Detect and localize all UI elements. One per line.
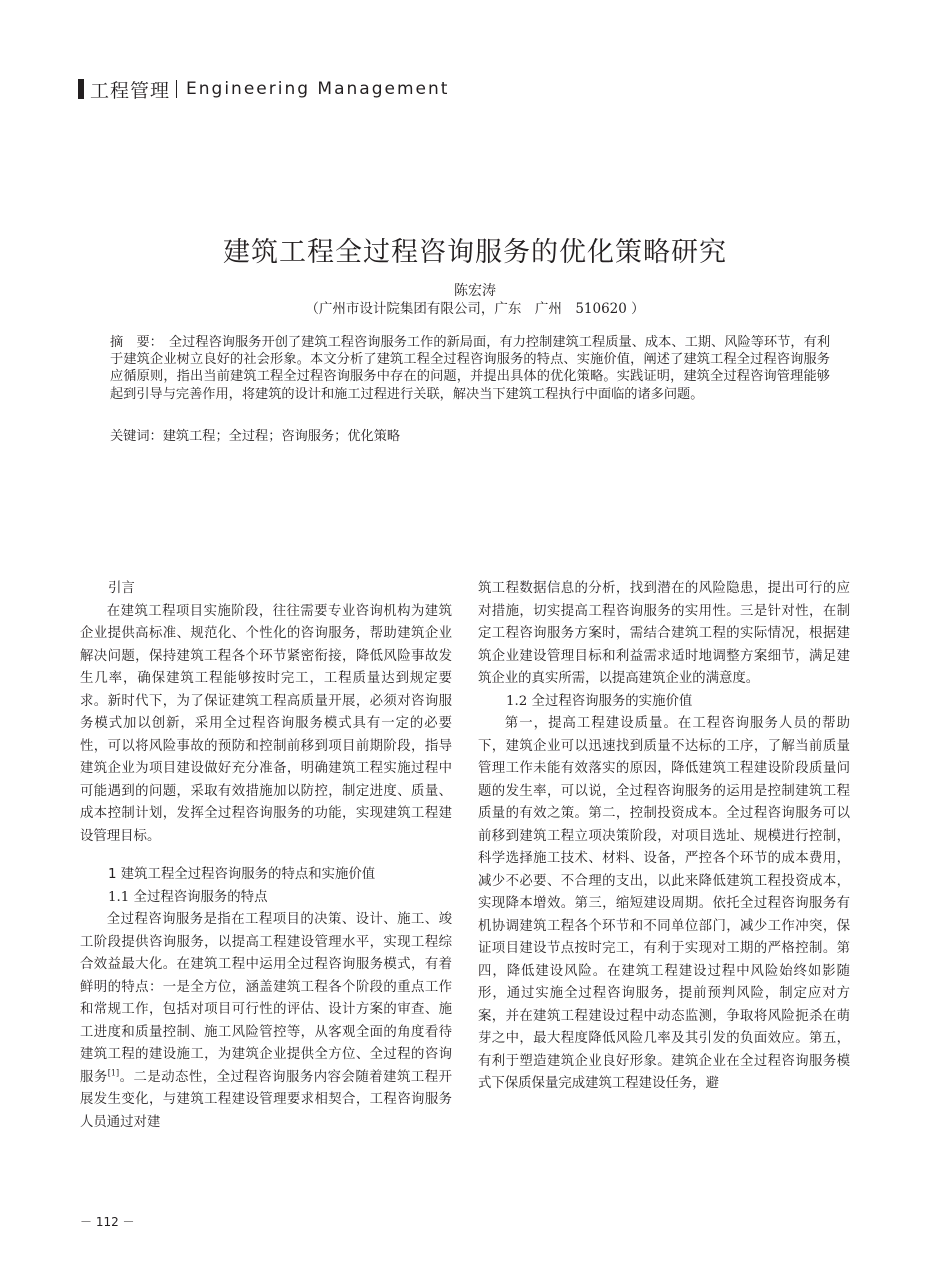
page-number: － 112 －	[80, 1215, 135, 1229]
section-1-2-heading: 1.2 全过程咨询服务的实施价值	[506, 693, 693, 709]
header-divider	[176, 80, 177, 98]
keywords	[110, 428, 830, 445]
author-affiliation: （广州市设计院集团有限公司，广东 广州 510620 ）	[305, 301, 645, 317]
section-name-zh: 工程管理	[90, 79, 171, 102]
keywords-label: 关键词：	[110, 429, 163, 444]
section-1-1-text-b: 。二是动态性，全过程咨询服务内容会随着建筑工程开展发生变化，与建筑工程建设管理要求相契合，工程咨询服务人员通过对建	[80, 1069, 453, 1130]
section-header	[78, 76, 449, 102]
section-1-1-continuation: 筑工程数据信息的分析，找到潜在的风险隐患，提出可行的应对措施，切实提高工程咨询服务的实用性。三是针对性，在制定工程咨询服务方案时，需结合建筑工程的实际情况，根据建筑企业建设管理目标和利益需求适时地调整方案细节，满足建筑企业的真实所需，以提高建筑企业的满意度。	[478, 581, 850, 686]
body-column-right	[478, 578, 850, 1096]
abstract	[110, 334, 830, 403]
author-name: 陈宏涛	[454, 283, 496, 299]
abstract-label: 摘 要：	[110, 335, 163, 350]
section-1-2-paragraph: 第一，提高工程建设质量。在工程咨询服务人员的帮助下，建筑企业可以迅速找到质量不达标的工序，了解当前质量管理工作未能有效落实的原因，降低建筑工程建设阶段质量问题的发生率，可以说，全过程咨询服务的运用是控制建筑工程质量的有效之策。第二，控制投资成本。全过程咨询服务可以前移到建筑工程立项决策阶段，对项目选址、规模进行控制，科学选择施工技术、材料、设备，严控各个环节的成本费用，减少不必要、不合理的支出，以此来降低建筑工程投资成本，实现降本增效。第三，缩短建设周期。依托全过程咨询服务有机协调建筑工程各个环节和不同单位部门，减少工作冲突，保证项目建设节点按时完工，有利于实现对工期的严格控制。第四，降低建设风险。在建筑工程建设过程中风险始终如影随形，通过实施全过程咨询服务，提前预判风险，制定应对方案，并在建筑工程建设过程中动态监测，争取将风险扼杀在萌芽之中，最大程度降低风险几率及其引发的负面效应。第五，有利于塑造建筑企业良好形象。建筑企业在全过程咨询服务模式下保质保量完成建筑工程建设任务，避	[478, 716, 850, 1091]
section-name-en: Engineering Management	[186, 79, 450, 99]
section-1-1-heading: 1.1 全过程咨询服务的特点	[108, 889, 268, 905]
header-marker-bar	[78, 79, 84, 99]
section-1-heading: 1 建筑工程全过程咨询服务的特点和实施价值	[108, 867, 376, 882]
intro-heading: 引言	[108, 581, 135, 596]
citation-ref[interactable]: [1]	[107, 1068, 120, 1078]
abstract-text: 全过程咨询服务开创了建筑工程咨询服务工作的新局面，有力控制建筑工程质量、成本、工期、风险等环节，有利于建筑企业树立良好的社会形象。本文分析了建筑工程全过程咨询服务的特点、实施价值，阐述了建筑工程全过程咨询服务应循原则，指出当前建筑工程全过程咨询服务中存在的问题，并提出具体的优化策略。实践证明，建筑全过程咨询管理能够起到引导与完善作用，将建筑的设计和施工过程进行关联，解决当下建筑工程执行中面临的诸多问题。	[110, 335, 831, 402]
body-column-left	[80, 578, 452, 1134]
intro-paragraph: 在建筑工程项目实施阶段，往往需要专业咨询机构为建筑企业提供高标准、规范化、个性化的咨询服务，帮助建筑企业解决问题，保持建筑工程各个环节紧密衔接，降低风险事故发生几率，确保建筑工程能够按时完工，工程质量达到规定要求。新时代下，为了保证建筑工程高质量开展，必须对咨询服务模式加以创新，采用全过程咨询服务模式具有一定的必要性，可以将风险事故的预防和控制前移到项目前期阶段，指导建筑企业为项目建设做好充分准备，明确建筑工程实施过程中可能遇到的问题，采取有效措施加以防控，制定进度、质量、成本控制计划，发挥全过程咨询服务的功能，实现建筑工程建设管理目标。	[80, 603, 452, 844]
keywords-text: 建筑工程；全过程；咨询服务；优化策略	[162, 429, 401, 444]
section-1-1-paragraph	[80, 909, 452, 1134]
section-1-1-text-a: 全过程咨询服务是指在工程项目的决策、设计、施工、竣工阶段提供咨询服务，以提高工程建设管理水平，实现工程综合效益最大化。在建筑工程中运用全过程咨询服务模式，有着鲜明的特点：一是全方位，涵盖建筑工程各个阶段的重点工作和常规工作，包括对项目可行性的评估、设计方案的审查、施工进度和质量控制、施工风险管控等，从客观全面的角度看待建筑工程的建设施工，为建筑企业提供全方位、全过程的咨询服务	[80, 912, 452, 1085]
paper-title: 建筑工程全过程咨询服务的优化策略研究	[223, 237, 727, 268]
